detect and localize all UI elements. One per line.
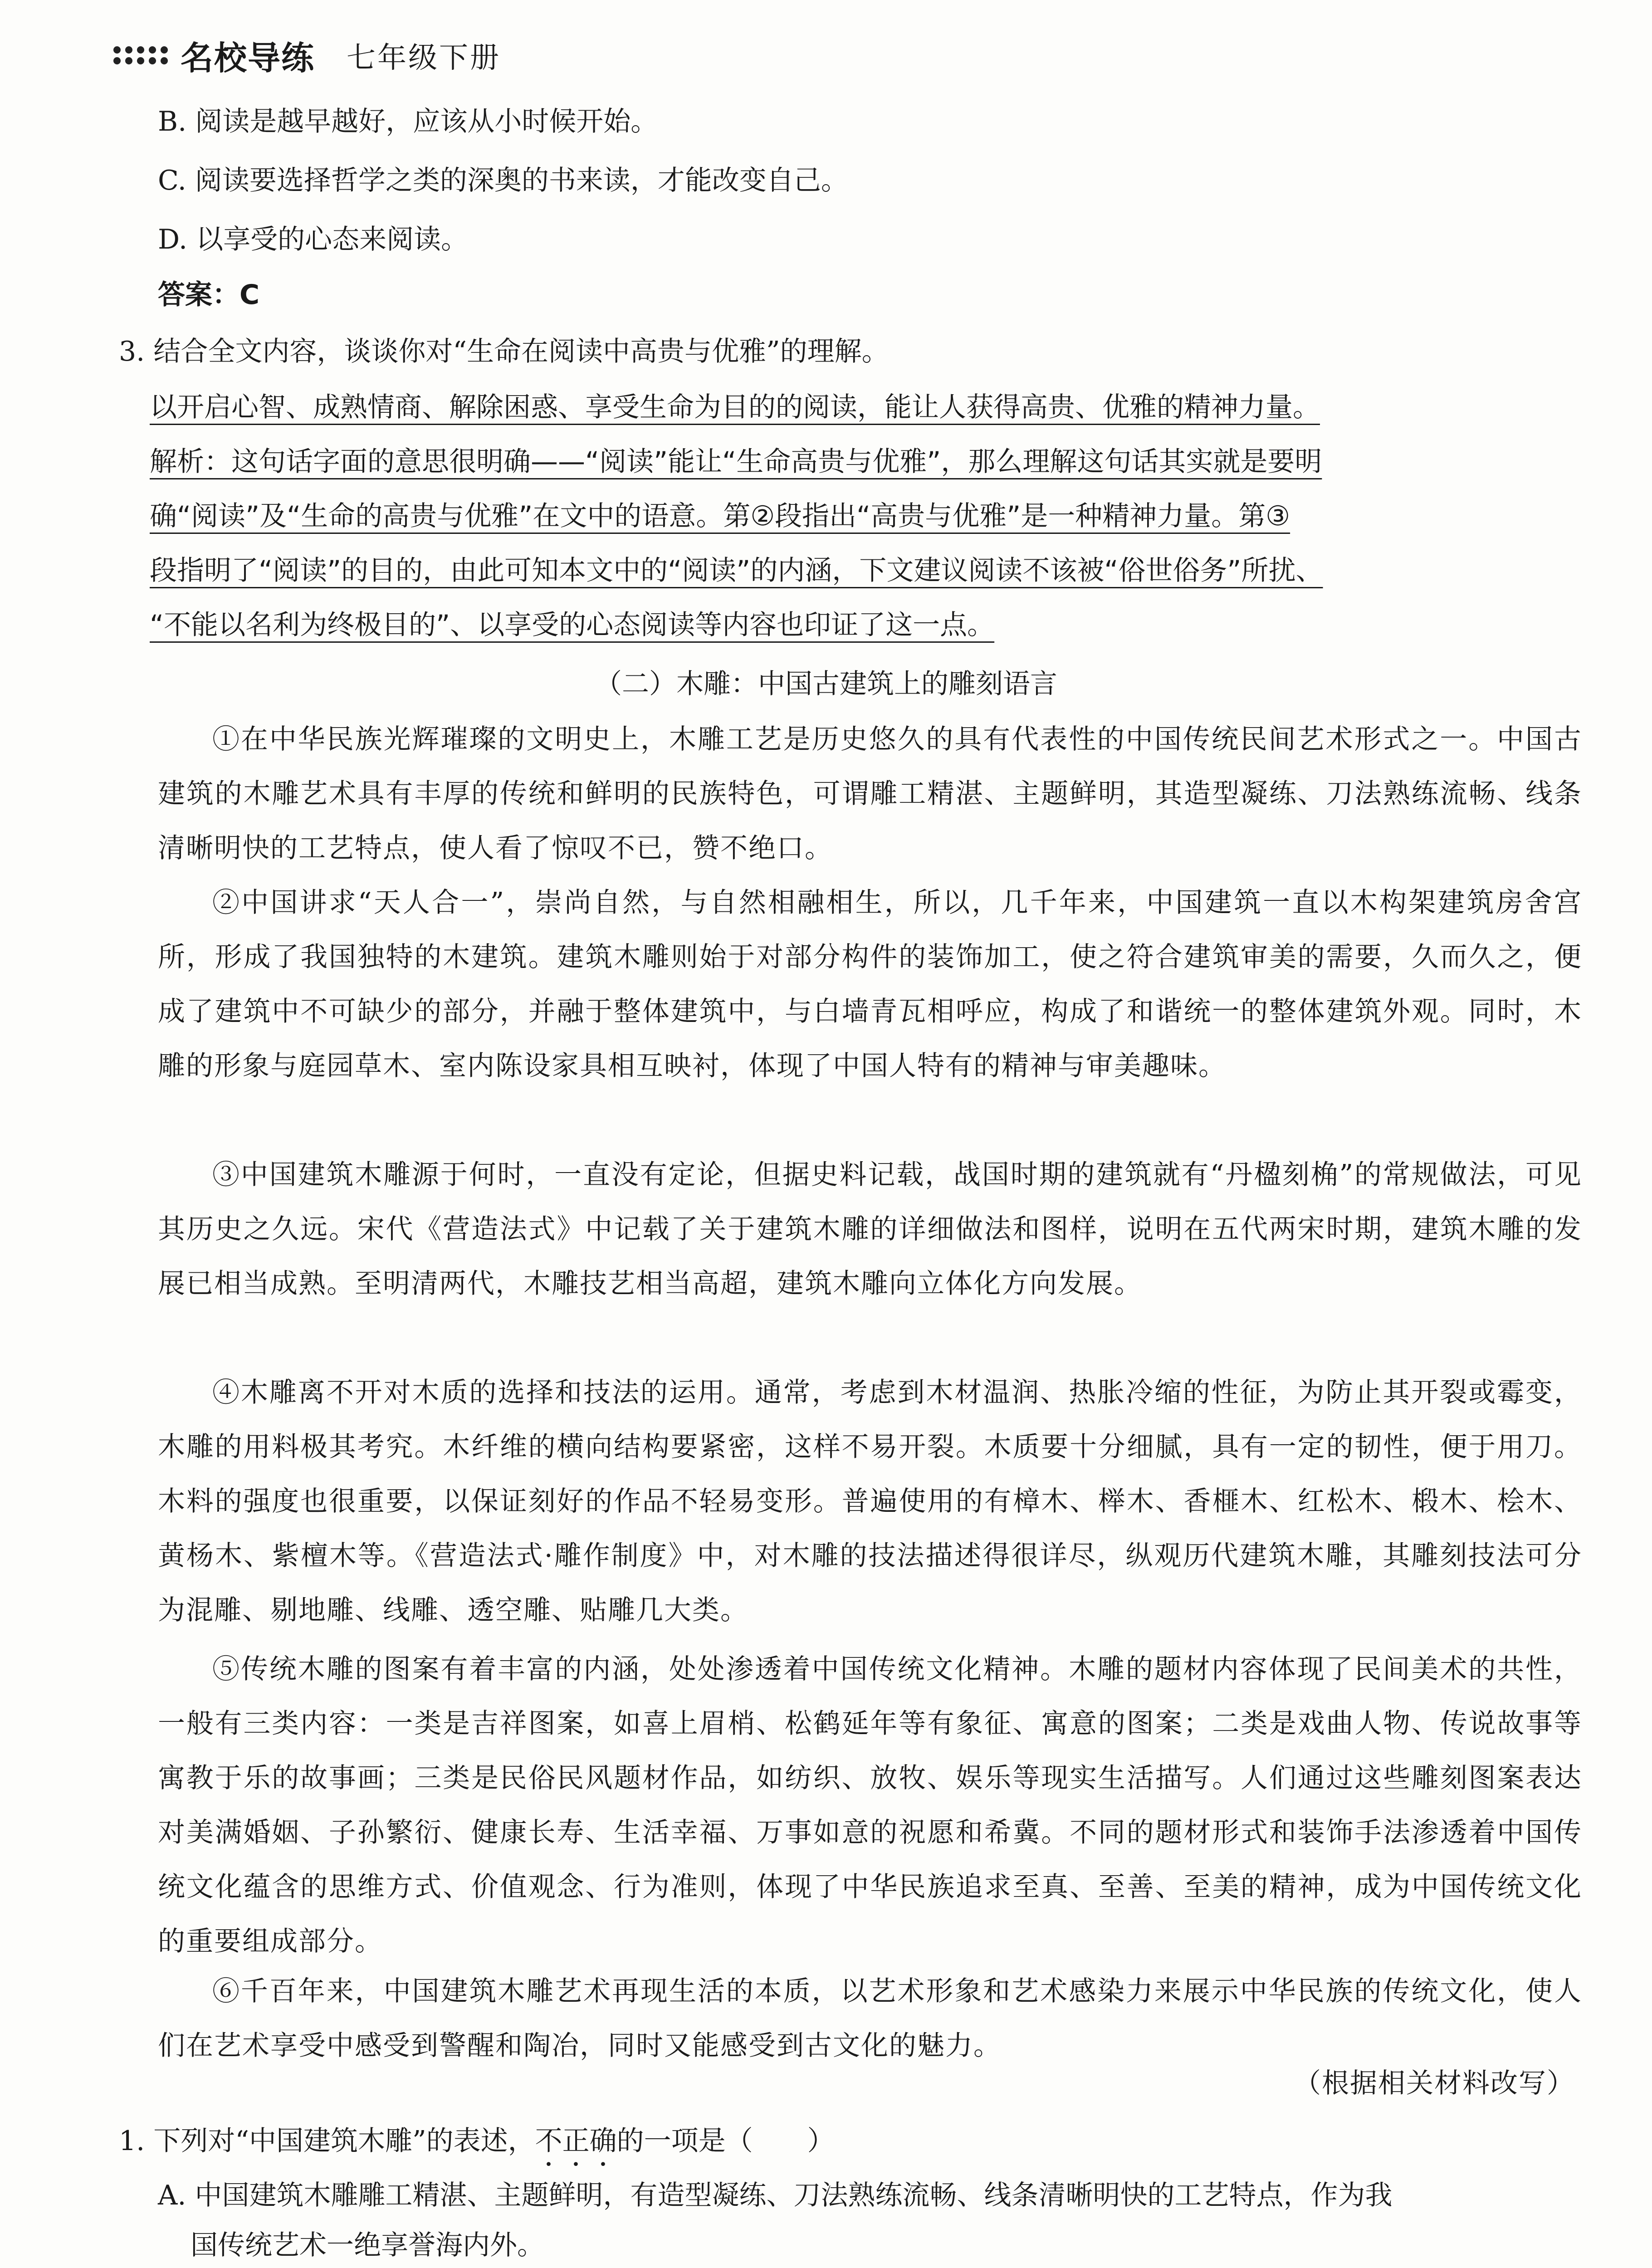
analysis-line-3: 段指明了“阅读”的目的，由此可知本文中的“阅读”的内涵，下文建议阅读不该被“俗世俗务”所扰、	[150, 555, 1323, 587]
paragraph-2: ②中国讲求“天人合一”，崇尚自然，与自然相融相生，所以，几千年来，中国建筑一直以木构架建筑房舍宫所，形成了我国独特的木建筑。建筑木雕则始于对部分构件的装饰加工，使之符合建筑审美的需要，久而久之，便成了建筑中不可缺少的部分，并融于整体建筑中，与白墙青瓦相呼应，构成了和谐统一的整体建筑外观。同时，木雕的形象与庭园草木、室内陈设家具相互映衬，体现了中国人特有的精神与审美趣味。	[158, 887, 1582, 1082]
option-c: C. 阅读要选择哲学之类的深奥的书来读，才能改变自己。	[158, 165, 848, 196]
grade-label: 七年级下册	[347, 41, 501, 75]
answer-label: 答案：C	[158, 279, 260, 311]
section-title: （二）木雕：中国古建筑上的雕刻语言	[595, 668, 1057, 700]
option-d: D. 以享受的心态来阅读。	[158, 224, 469, 255]
paragraph-6: ⑥千百年来，中国建筑木雕艺术再现生活的本质，以艺术形象和艺术感染力来展示中华民族的传统文化，使人们在艺术享受中感受到警醒和陶冶，同时又能感受到古文化的魅力。	[158, 1975, 1582, 2062]
answer-3: 以开启心智、成熟情商、解除困惑、享受生命为目的的阅读，能让人获得高贵、优雅的精神力量。	[150, 391, 1320, 423]
question-3: 3. 结合全文内容，谈谈你对“生命在阅读中高贵与优雅”的理解。	[119, 336, 889, 367]
source-note: （根据相关材料改写）	[1294, 2068, 1575, 2099]
paragraph-3: ③中国建筑木雕源于何时，一直没有定论，但据史料记载，战国时期的建筑就有“丹楹刻桷”的常规做法，可见其历史之久远。宋代《营造法式》中记载了关于建筑木雕的详细做法和图样，说明在五代两宋时期，建筑木雕的发展已相当成熟。至明清两代，木雕技艺相当高超，建筑木雕向立体化方向发展。	[158, 1159, 1582, 1300]
paragraph-1: ①在中华民族光辉璀璨的文明史上，木雕工艺是历史悠久的具有代表性的中国传统民间艺术形式之一。中国古建筑的木雕艺术具有丰厚的传统和鲜明的民族特色，可谓雕工精湛、主题鲜明，其造型凝练、刀法熟练流畅、线条清晰明快的工艺特点，使人看了惊叹不已，赞不绝口。	[158, 723, 1582, 864]
question-1-prefix: 1. 下列对“中国建筑木雕”的表述，	[119, 2125, 535, 2157]
question-1-suffix: 的一项是（ ）	[616, 2125, 835, 2157]
analysis-line-4: “不能以名利为终极目的”、以享受的心态阅读等内容也印证了这一点。	[150, 609, 995, 641]
brand-title: 名校导练	[181, 39, 315, 77]
question-1	[119, 2123, 835, 2173]
analysis-line-2: 确“阅读”及“生命的高贵与优雅”在文中的语意。第②段指出“高贵与优雅”是一种精神力量。第③	[150, 500, 1290, 532]
page-header	[113, 28, 501, 83]
option-b: B. 阅读是越早越好，应该从小时候开始。	[158, 106, 658, 137]
header-dots-icon	[113, 46, 169, 64]
paragraph-5: ⑤传统木雕的图案有着丰富的内涵，处处渗透着中国传统文化精神。木雕的题材内容体现了民间美术的共性，一般有三类内容：一类是吉祥图案，如喜上眉梢、松鹤延年等有象征、寓意的图案；二类是戏曲人物、传说故事等寓教于乐的故事画；三类是民俗民风题材作品，如纺织、放牧、娱乐等现实生活描写。人们通过这些雕刻图案表达对美满婚姻、子孙繁衍、健康长寿、生活幸福、万事如意的祝愿和希冀。不同的题材形式和装饰手法渗透着中国传统文化蕴含的思维方式、价值观念、行为准则，体现了中华民族追求至真、至善、至美的精神，成为中国传统文化的重要组成部分。	[158, 1653, 1582, 1957]
paragraph-4: ④木雕离不开对木质的选择和技法的运用。通常，考虑到木材温润、热胀冷缩的性征，为防止其开裂或霉变，木雕的用料极其考究。木纤维的横向结构要紧密，这样不易开裂。木质要十分细腻，具有一定的韧性，便于用刀。木料的强度也很重要，以保证刻好的作品不轻易变形。普遍使用的有樟木、榉木、香榧木、红松木、椴木、桧木、黄杨木、紫檀木等。《营造法式·雕作制度》中，对木雕的技法描述得很详尽，纵观历代建筑木雕，其雕刻技法可分为混雕、剔地雕、线雕、透空雕、贴雕几大类。	[158, 1377, 1582, 1626]
analysis-line-1: 解析：这句话字面的意思很明确——“阅读”能让“生命高贵与优雅”，那么理解这句话其实就是要明	[150, 446, 1322, 478]
question-1-emphasis: 不正确	[535, 2125, 617, 2157]
option-a-line-1: A. 中国建筑木雕雕工精湛、主题鲜明，有造型凝练、刀法熟练流畅、线条清晰明快的工艺特点，作为我	[158, 2180, 1393, 2211]
option-a-line-2: 国传统艺术一绝享誉海内外。	[191, 2229, 544, 2261]
